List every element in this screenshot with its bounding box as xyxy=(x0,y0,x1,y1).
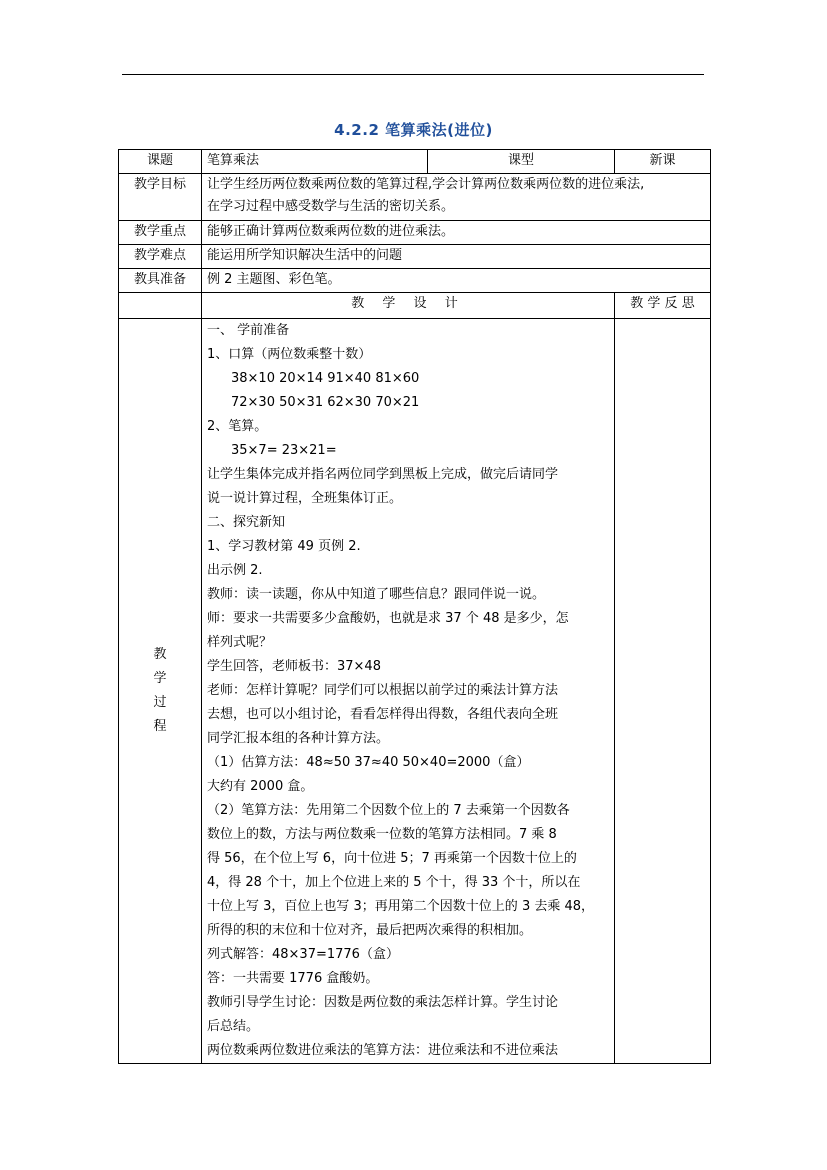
body-line: 1、学习教材第 49 页例 2. xyxy=(207,539,361,554)
type-value: 新课 xyxy=(615,150,711,174)
header-blank xyxy=(119,293,202,319)
goal-line: 在学习过程中感受数学与生活的密切关系。 xyxy=(207,199,455,214)
process-char: 程 xyxy=(153,719,167,734)
body-line: 列式解答：48×37=1776（盒） xyxy=(207,947,399,962)
body-line: 老师：怎样计算呢？同学们可以根据以前学过的乘法计算方法 xyxy=(207,683,559,698)
body-line: 1、口算（两位数乘整十数） xyxy=(207,347,372,362)
body-line: （1）估算方法：48≈50 37≈40 50×40=2000（盒） xyxy=(207,755,530,770)
body-line: 说一说计算过程，全班集体订正。 xyxy=(207,491,403,506)
goal-value xyxy=(202,174,711,221)
body-line: 4，得 28 个十，加上个位进上来的 5 个十，得 33 个十，所以在 xyxy=(207,875,581,890)
type-label: 课型 xyxy=(428,150,615,174)
body-line: （2）笔算方法：先用第二个因数个位上的 7 去乘第一个因数各 xyxy=(207,803,570,818)
goal-line: 让学生经历两位数乘两位数的笔算过程,学会计算两位数乘两位数的进位乘法, xyxy=(207,177,645,192)
body-line: 一、 学前准备 xyxy=(207,323,290,338)
body-line: 让学生集体完成并指名两位同学到黑板上完成，做完后请同学 xyxy=(207,467,559,482)
topic-label: 课题 xyxy=(119,150,202,174)
body-line: 出示例 2. xyxy=(207,563,263,578)
body-line: 同学汇报本组的各种计算方法。 xyxy=(207,731,390,746)
body-line: 答：一共需要 1776 盒酸奶。 xyxy=(207,971,379,986)
body-line: 教师引导学生讨论：因数是两位数的乘法怎样计算。学生讨论 xyxy=(207,995,559,1010)
body-line: 所得的积的末位和十位对齐，最后把两次乘得的积相加。 xyxy=(207,923,533,938)
body-line: 得 56，在个位上写 6，向十位进 5；7 再乘第一个因数十位上的 xyxy=(207,851,577,866)
difficulty-value: 能运用所学知识解决生活中的问题 xyxy=(202,245,711,269)
tools-value: 例 2 主题图、彩色笔。 xyxy=(202,269,711,293)
body-line: 大约有 2000 盒。 xyxy=(207,779,314,794)
body-line: 2、笔算。 xyxy=(207,419,268,434)
process-label xyxy=(119,319,202,1064)
body-line: 38×10 20×14 91×40 81×60 xyxy=(231,371,420,386)
body-line: 去想，也可以小组讨论，看看怎样得出得数，各组代表向全班 xyxy=(207,707,559,722)
header-rule xyxy=(122,74,704,75)
lesson-plan-table xyxy=(118,149,711,1064)
tools-label: 教具准备 xyxy=(119,269,202,293)
process-char: 学 xyxy=(153,671,167,686)
reflection-cell xyxy=(615,319,711,1064)
topic-value: 笔算乘法 xyxy=(202,150,428,174)
process-char: 教 xyxy=(153,647,167,662)
key-label: 教学重点 xyxy=(119,221,202,245)
body-line: 样列式呢？ xyxy=(207,635,273,650)
page-title: 4.2.2 笔算乘法(进位) xyxy=(334,121,493,139)
body-line: 十位上写 3，百位上也写 3；再用第二个因数十位上的 3 去乘 48， xyxy=(207,899,595,914)
reflect-header: 教 学 反 思 xyxy=(615,293,711,319)
goal-label: 教学目标 xyxy=(119,174,202,221)
body-line: 师：要求一共需要多少盒酸奶，也就是求 37 个 48 是多少，怎 xyxy=(207,611,569,626)
difficulty-label: 教学难点 xyxy=(119,245,202,269)
body-line: 数位上的数，方法与两位数乘一位数的笔算方法相同。7 乘 8 xyxy=(207,827,557,842)
body-line: 教师：读一读题，你从中知道了哪些信息？跟同伴说一说。 xyxy=(207,587,546,602)
body-line: 72×30 50×31 62×30 70×21 xyxy=(231,395,420,410)
body-line: 35×7= 23×21= xyxy=(231,443,337,458)
design-body xyxy=(202,319,615,1064)
design-header: 教 学 设 计 xyxy=(202,293,615,319)
process-char: 过 xyxy=(153,695,167,710)
body-line: 两位数乘两位数进位乘法的笔算方法：进位乘法和不进位乘法 xyxy=(207,1043,559,1058)
key-value: 能够正确计算两位数乘两位数的进位乘法。 xyxy=(202,221,711,245)
body-line: 学生回答，老师板书：37×48 xyxy=(207,659,381,674)
body-line: 后总结。 xyxy=(207,1019,260,1034)
body-line: 二、探究新知 xyxy=(207,515,286,530)
